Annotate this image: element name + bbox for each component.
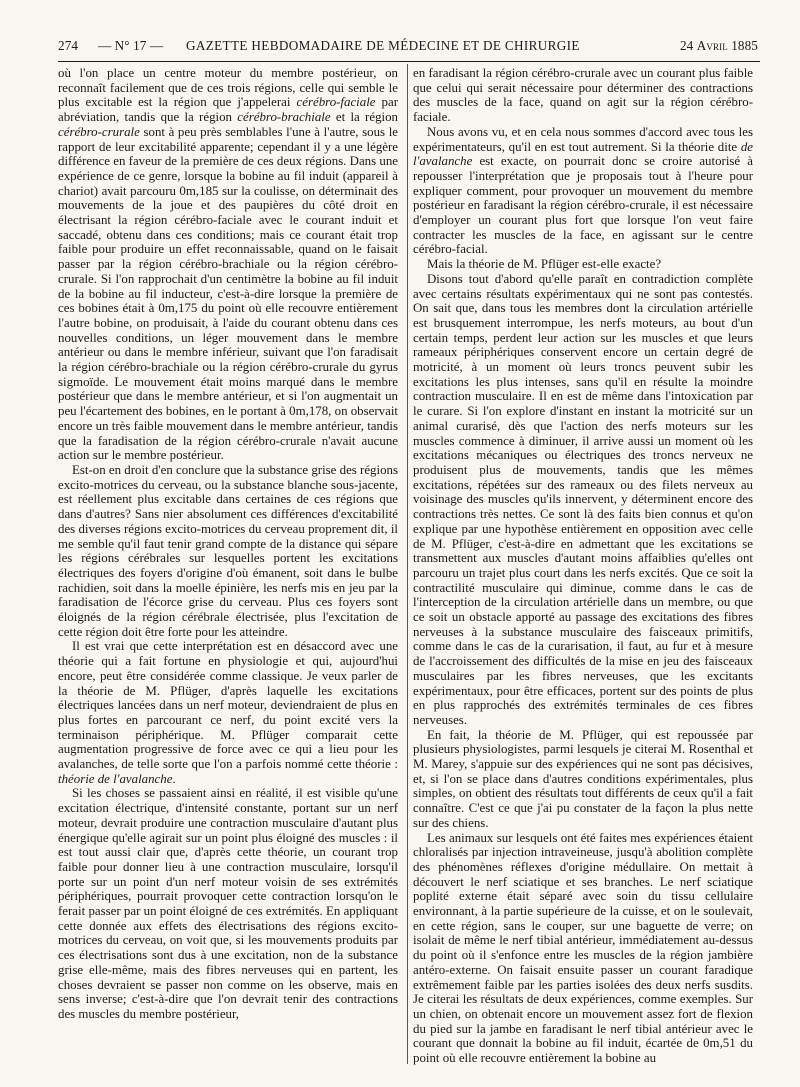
paragraph-text: est exacte, on pourrait donc se croire autorisé à repousser l'interprétation que je proposais tout à l'heure pour expliquer comment, pour provoquer un mouvement du membre postérieur en faradisant la région cérébro-crurale, il est nécessaire d'employer un courant plus fort que lorsque l'on veut faire contracter les muscles de la face, en agissant sur le centre cérébro-facial. (413, 154, 753, 257)
header-rule (58, 61, 760, 62)
paragraph (58, 66, 398, 463)
left-column (58, 66, 398, 1072)
issue-date (680, 38, 758, 54)
paragraph (413, 272, 753, 728)
date-day: 24 (679, 38, 694, 53)
paragraph (413, 66, 753, 125)
paragraph-text: . (172, 771, 176, 786)
paragraph-text: Est-on en droit d'en conclure que la substance grise des régions excito-motrices du cerveau, ou la substance blanche sous-jacente, est réellement plus excitable dans certaines de ces régions que dans d'autres? Sans nier absolument ces différences d'excitabilité des diverses régions excito-motrices du cerveau proprement dit, il me semble qu'il faut tenir grand compte de la distance qui sépare les régions cérébrales sur lesquelles portent les excitations électriques des foyers d'origine d'où émanent, soit dans le bulbe rachidien, soit dans la moelle épinière, les nerfs mis en jeu par la faradisation de l'écorce grise du cerveau. Plus ces foyers sont éloignés de la région cérébrale électrisée, plus l'excitation de cette région doit être forte pour les atteindre. (58, 462, 398, 639)
paragraph-text: sont à peu près semblables l'une à l'autre, sous le rapport de leur excitabilité apparente; cependant il y a une légère différence en faveur de la première de ces deux régions. Dans une expérience de ce genre, lorsque la bobine au fil induit (appareil à chariot) avait parcouru 0m,185 sur la coulisse, on déterminait des mouvements de la joue et des paupières du côté droit en électrisant la région cérébro-faciale avec le courant induit et saccadé, obtenu dans ces conditions; mais ce courant était trop faible pour produire un effet reconnaissable, quand on le faisait passer par la région cérébro-brachiale ou la région cérébro-crurale. Si l'on rapprochait d'un centimètre la bobine au fil induit de la bobine au fil inducteur, c'est-à-dire lorsque la première de ces bobines était à 0m,175 du point où elle recouvre entièrement l'autre bobine, on produisait, à l'aide du courant obtenu dans ces nouvelles conditions, un léger mouvement dans le membre antérieur ou dans le membre inférieur, suivant que l'on faradisait la région cérébro-brachiale ou la région cérébro-crurale du gyrus sigmoïde. Le mouvement était moins marqué dans le membre postérieur que dans le membre antérieur, et si l'on augmentait un peu l'écartement des bobines, en le portant à 0m,178, on observait encore un très faible mouvement dans le membre antérieur, tandis que la faradisation de la région cérébro-crurale n'avait aucune action sur le membre postérieur. (58, 124, 398, 463)
running-header (58, 38, 758, 58)
paragraph-text: Mais la théorie de M. Pflüger est-elle exacte? (427, 257, 662, 272)
paragraph (58, 786, 398, 1021)
issue-number: — N° 17 — (98, 38, 164, 53)
paragraph-text: Nous avons vu, et en cela nous sommes d'accord avec tous les expérimentateurs, qu'il en est tout autrement. Si la théorie dite (413, 124, 753, 154)
paragraph-text: Si les choses se passaient ainsi en réalité, il est visible qu'une excitation électrique, d'intensité constante, portant sur un nerf moteur, devrait produire une contraction musculaire d'autant plus énergique qu'elle agirait sur un point plus éloigné des muscles : il est tout aussi clair que, d'après cette théorie, un courant trop faible pour donner lieu à une contraction musculaire, lorsqu'il porte sur un point d'un nerf moteur voisin de ses extrémités périphériques, pourrait provoquer cette contraction lorsqu'on le ferait passer par un point éloigné de ces extrémités. En appliquant cette donnée aux effets des électrisations des régions excito-motrices du cerveau, on voit que, si les mouvements produits par ces électrisations sont dus à une excitation, non de la substance grise elle-même, mais des fibres nerveuses qui en partent, les choses devraient se passer non comme on les observe, mais en sens inverse; c'est-à-dire que l'on devrait tenir des contractions des muscles du membre postérieur, (58, 786, 398, 1021)
paragraph-text: et la région (330, 110, 398, 125)
italic-text: théorie de l'avalanche (58, 771, 173, 786)
italic-text: cérébro-crurale (58, 124, 140, 139)
paragraph-text: où l'on place un centre moteur du membre postérieur, on reconnaît facilement que de ces trois régions, celle qui semble le plus excitable est la région que j'appelerai (58, 66, 398, 110)
journal-title: GAZETTE HEBDOMADAIRE DE MÉDECINE ET DE CHIRURGIE (186, 38, 580, 53)
paragraph (58, 463, 398, 639)
italic-text: de l'avalanche (413, 139, 753, 169)
paragraph-text: En fait, la théorie de M. Pflüger, qui est repoussée par plusieurs physiologistes, parmi lesquels je citerai M. Rosenthal et M. Marey, s'appuie sur des expériences qui ne sont pas décisives, et, si l'on se place dans d'autres conditions expérimentales, plus simples, on obtient des résultats tout différents de ceux qu'il a fait connaître. C'est ce que j'ai pu constater de la façon la plus nette sur des chiens. (413, 727, 753, 830)
paragraph-text: Il est vrai que cette interprétation est en désaccord avec une théorie qui a fait fortune en physiologie et qui, aujourd'hui encore, peut être considérée comme classique. Je veux parler de la théorie de M. Pflüger, d'après laquelle les excitations électriques lancées dans un nerf moteur, deviendraient de plus en plus fortes en parcourant ce nerf, du point excité vers la terminaison périphérique. M. Pflüger comparait cette augmentation progressive de force avec ce qui a lieu pour les avalanches, de telle sorte que l'on a parfois nommé cette théorie : (58, 639, 398, 772)
page-number: 274 (58, 38, 79, 53)
paragraph-text: Les animaux sur lesquels ont été faites mes expériences étaient chloralisés par injection intraveineuse, jusqu'à abolition complète des phénomènes réflexes d'origine médullaire. On mettait à découvert le nerf sciatique et ses branches. Le nerf sciatique poplité externe était séparé avec soin du tissu cellulaire environnant, à la partie supérieure de la cuisse, et on le soulevait, en cette région, sans le couper, sur une baguette de verre; on isolait de même le nerf tibial antérieur, immédiatement au-dessus du point où il s'enfonce entre les muscles de la région jambière antéro-externe. On faisait ensuite passer un courant faradique extrêmement faible par les parties isolées des deux nerfs susdits. Je citerai les résultats de deux expériences, comme exemples. Sur un chien, on obtenait encore un mouvement assez fort de flexion du pied sur la jambe en faradisant le nerf tibial antérieur avec le courant que donnait la bobine au fil induit, écartée de 0m,51 du point où elle recouvre entièrement la bobine au (413, 830, 753, 1066)
italic-text: cérébro-brachiale (237, 110, 331, 125)
paragraph (413, 728, 753, 831)
paragraph (413, 125, 753, 257)
date-month: Avril (696, 38, 728, 53)
paragraph-text: par abréviation, tandis que la région (58, 95, 398, 125)
paragraph (413, 257, 753, 272)
right-column (413, 66, 753, 1072)
paragraph (413, 831, 753, 1066)
paragraph (58, 639, 398, 786)
date-year: 1885 (731, 38, 758, 53)
paragraph-text: Disons tout d'abord qu'elle paraît en contradiction complète avec certains résultats expérimentaux qui ne sont pas contestés. On sait que, dans tous les membres dont la circulation artérielle est brusquement interrompue, les nerfs moteurs, au bout d'un certain temps, perdent leur action sur les muscles et que leurs rameaux périphériques conservent encore un certain degré de motricité, à un moment où leurs troncs peuvent subir les excitations les plus intenses, sans qu'il en résulte la moindre contraction musculaire. Il en est de même dans l'intoxication par le curare. Si l'on explore d'instant en instant la motricité sur un animal curarisé, dès que l'action des nerfs moteurs sur les muscles commence à diminuer, il arrive aussi un moment où les excitations mécaniques ou électriques des troncs nerveux ne produisent plus de mouvements, tandis que les mêmes excitations, répétées sur des rameaux ou des filets nerveux au voisinage des muscles qu'ils innervent, y déterminent encore des contractions très nettes. Ce sont là des faits bien connus et qu'on explique par une hypothèse entièrement en opposition avec celle de M. Pflüger, c'est-à-dire en admettant que les excitations se transmettent aux muscles d'autant moins affaiblies qu'elles ont parcouru un trajet plus court dans les nerfs excités. Que ce soit la contractilité musculaire qui diminue, comme dans le cas de l'interception de la circulation artérielle dans un membre, ou que ce soit un obstacle apporté au passage des excitations des fibres nerveuses à la substance musculaire des faisceaux primitifs, comme dans le cas de la curarisation, il faut, au fur et à mesure de l'accroissement des difficultés de la mise en jeu des faisceaux musculaires par les fibres nerveuses, que les excitants expérimentaux, pour être efficaces, portent sur des points de plus en plus rapprochés des extrémités terminales de ces fibres nerveuses. (413, 271, 753, 727)
column-divider (407, 64, 408, 1064)
italic-text: cérébro-faciale (296, 95, 376, 110)
paragraph-text: en faradisant la région cérébro-crurale avec un courant plus faible que celui qui serait nécessaire pour déterminer des contractions des muscles de la face, quand on agit sur la région cérébro-faciale. (413, 66, 753, 125)
